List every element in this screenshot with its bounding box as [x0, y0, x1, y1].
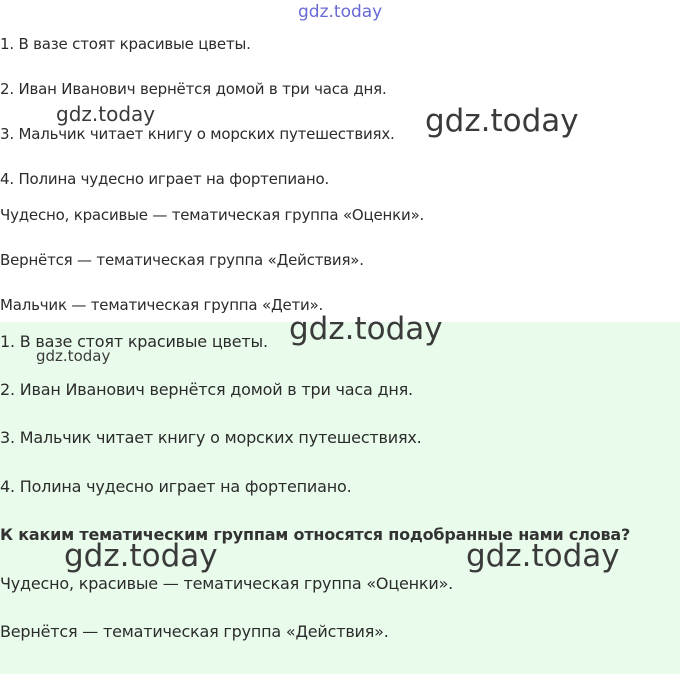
sentence-4: 4. Полина чудесно играет на фортепиано. — [0, 170, 330, 188]
sentence-2-repeat: 2. Иван Иванович вернётся домой в три часа дня. — [0, 380, 413, 399]
answer-deti: Мальчик — тематическая группа «Дети». — [0, 296, 324, 314]
sentence-3-repeat: 3. Мальчик читает книгу о морских путешествиях. — [0, 428, 422, 447]
sentence-4-repeat: 4. Полина чудесно играет на фортепиано. — [0, 477, 352, 496]
question-heading: К каким тематическим группам относятся подобранные нами слова? — [0, 525, 631, 544]
watermark-logo: gdz.today — [298, 2, 383, 22]
answer-deystviya: Вернётся — тематическая группа «Действия». — [0, 251, 364, 269]
watermark-logo: gdz.today — [36, 347, 111, 365]
sentence-2: 2. Иван Иванович вернётся домой в три часа дня. — [0, 80, 387, 98]
watermark-logo: gdz.today — [425, 103, 579, 139]
sentence-3: 3. Мальчик читает книгу о морских путешествиях. — [0, 125, 395, 143]
answer-ocenki: Чудесно, красивые — тематическая группа «Оценки». — [0, 206, 425, 224]
sentence-1: 1. В вазе стоят красивые цветы. — [0, 35, 251, 53]
watermark-logo: gdz.today — [466, 538, 620, 574]
sentence-1-repeat: 1. В вазе стоят красивые цветы. — [0, 332, 268, 351]
watermark-logo: gdz.today — [289, 311, 443, 347]
watermark-logo: gdz.today — [64, 538, 218, 574]
watermark-logo: gdz.today — [56, 102, 156, 126]
answer-ocenki-repeat: Чудесно, красивые — тематическая группа «Оценки». — [0, 574, 454, 593]
answer-deystviya-repeat: Вернётся — тематическая группа «Действия». — [0, 622, 389, 641]
